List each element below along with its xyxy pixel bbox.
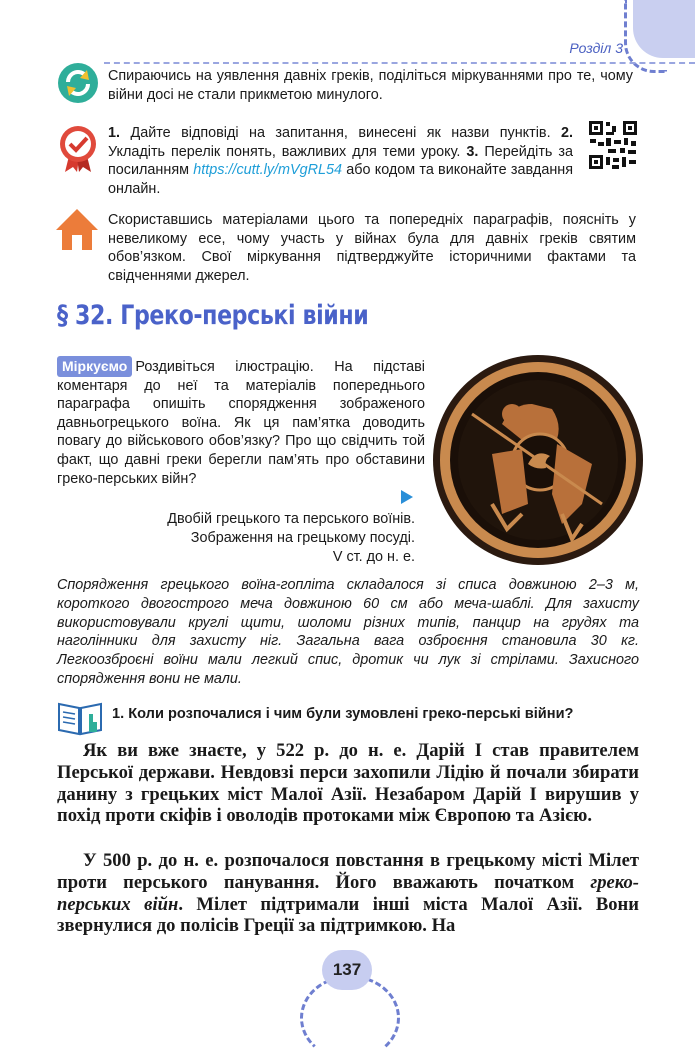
refresh-icon [57,62,99,109]
checkmark-badge-icon [57,124,99,179]
greek-plate-image [432,354,644,566]
illustration-caption: Двобій грецького та перського воїнів. Зображення на грецькому посуді. V ст. до н. е. [167,511,415,565]
qr-code-icon[interactable] [588,120,638,175]
think-block [57,356,425,488]
think-text: Роздивіться ілюстрацію. На підставі коментаря до неї та матеріалів попереднього параграфа опишіть спорядження зображеного давньогрецького воїна. Як ця пам’ятка доводить повагу до військового обов’язку? Про що свідчить той факт, що давні греки берегли пам’ять про обставини греко-перських війн? [57,359,425,487]
task-home: Скориставшись матеріалами цього та попередніх параграфів, поясніть у невеликому есе, чому участь у війнах була для давніх греків святим обов’язком. Свої міркування підтверджуйте історичними фактами та свідченнями джерел. [108,212,636,284]
header-dashed-line [104,62,695,64]
home-icon [54,206,100,257]
reading-book-icon [57,698,105,741]
subheading-1: 1. Коли розпочалися і чим були зумовлені греко-перські війни? [112,706,574,722]
body-paragraph-2: У 500 р. до н. е. розпочалося повстання в грецькому місті Мілет проти перського панування. Його вважають початком греко-перських війн. Мілет підтримали інші міста Малої Азії. Вони звернулися до полісів Греції за підтримкою. На [57,850,639,937]
online-task-link[interactable]: https://cutt.ly/mVgRL54 [193,162,343,179]
section-label: Розділ 3 [569,40,623,56]
think-badge: Міркуємо [57,356,132,377]
body-paragraph-1: Як ви вже знаєте, у 522 р. до н. е. Дарій I став правителем Перської держави. Невдовзі перси захопили Лідію й почали збирати данину з грецьких міст Малої Азії. Незабаром Дарій I вирушив у похід проти скіфів і оволодів протоками між Європою та Азією. [57,740,639,827]
task-check: 1. Дайте відповіді на запитання, винесені як назви пунктів. 2. Укладіть перелік понять, важливих для теми уроку. 3. Перейдіть за посиланням https://cutt.ly/mVgRL54 або кодом та виконайте завдання онлайн. [108,125,574,197]
page-number: 137 [322,950,372,990]
illustration-commentary: Спорядження грецького воїна-гопліта складалося зі списа довжиною 2–3 м, короткого двогострого меча довжиною 60 см або меча-шаблі. Для захисту використовували круглі щити, шоломи різних типів, панцир на грудях та наголінники для захисту ніг. Загальна вага озброєння становила 30 кг. Легкоозброєні воїни мали легкий спис, дротик чи лук зі стрілами. Захисного спорядження вони не мали. [57,577,639,687]
triangle-pointer-icon [401,490,413,509]
task-reflect: Спираючись на уявлення давніх греків, поділіться міркуваннями про те, чому війни досі не стали прикметою минулого. [108,68,633,103]
paragraph-title: § 32. Греко-перські війни [57,300,369,331]
